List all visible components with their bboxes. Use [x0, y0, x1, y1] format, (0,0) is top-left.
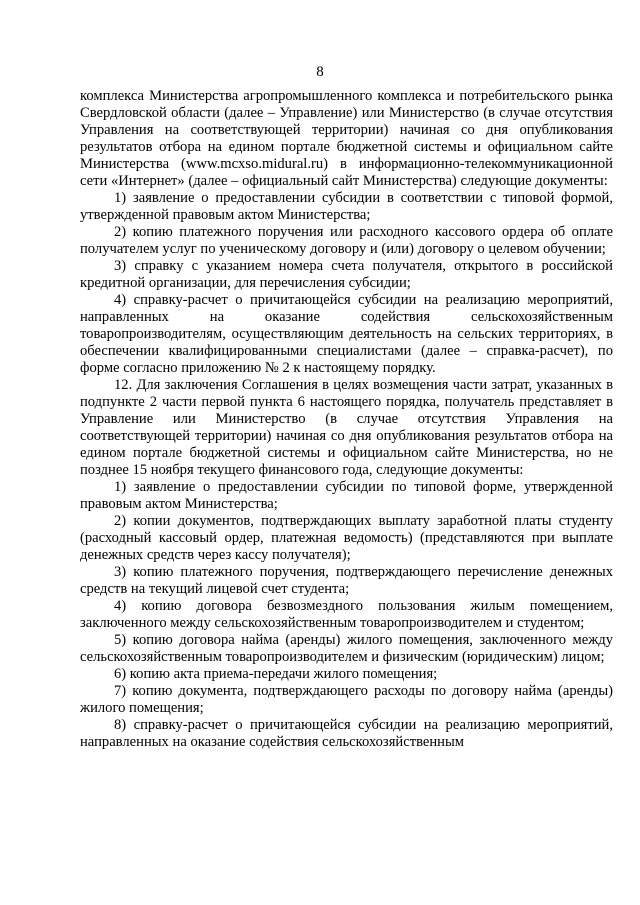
paragraph-12-item-6: 6) копию акта приема-передачи жилого помещения;	[114, 666, 438, 682]
paragraph-12-item-8: 8) справку-расчет о причитающейся субсидии на реализацию мероприятий, направленных на оказание содействия сельскохозяйственным	[80, 717, 613, 750]
paragraph-12-item-5: 5) копию договора найма (аренды) жилого помещения, заключенного между сельскохозяйственным товаропроизводителем и физическим (юридическим) лицом;	[80, 632, 613, 665]
paragraph-item-1: 1) заявление о предоставлении субсидии в соответствии с типовой формой, утвержденной правовым актом Министерства;	[80, 190, 613, 223]
document-body	[80, 88, 613, 751]
paragraph-12-item-7: 7) копию документа, подтверждающего расходы по договору найма (аренды) жилого помещения;	[80, 683, 613, 716]
page-number: 8	[316, 64, 324, 80]
paragraph-12-item-3: 3) копию платежного поручения, подтверждающего перечисление денежных средств на текущий лицевой счет студента;	[80, 564, 613, 597]
paragraph-12-item-2: 2) копии документов, подтверждающих выплату заработной платы студенту (расходный кассовый ордер, платежная ведомость) (представляются при выплате денежных средств через кассу получателя);	[80, 513, 613, 563]
paragraph-item-2: 2) копию платежного поручения или расходного кассового ордера об оплате получателем услуг по ученическому договору и (или) договору о целевом обучении;	[80, 224, 613, 257]
paragraph-12-item-1: 1) заявление о предоставлении субсидии по типовой форме, утвержденной правовым актом Министерства;	[80, 479, 613, 512]
paragraph-12-item-4: 4) копию договора безвозмездного пользования жилым помещением, заключенного между сельскохозяйственным товаропроизводителем и студентом;	[80, 598, 613, 631]
paragraph-item-3: 3) справку с указанием номера счета получателя, открытого в российской кредитной организации, для перечисления субсидии;	[80, 258, 613, 291]
paragraph-intro: комплекса Министерства агропромышленного комплекса и потребительского рынка Свердловской области (далее – Управление) или Министерство (в случае отсутствия Управления на соответствующей территории) начиная со дня опубликования результатов отбора на едином портале бюджетной системы и официальном сайте Министерства (www.mcxso.midural.ru) в информационно-телекоммуникационной сети «Интернет» (далее – официальный сайт Министерства) следующие документы:	[80, 88, 613, 189]
paragraph-section-12: 12. Для заключения Соглашения в целях возмещения части затрат, указанных в подпункте 2 части первой пункта 6 настоящего порядка, получатель представляет в Управление или Министерство (в случае отсутствия Управления на соответствующей территории) начиная со дня опубликования результатов отбора на едином портале бюджетной системы и официальном сайте Министерства, но не позднее 15 ноября текущего финансового года, следующие документы:	[80, 377, 613, 478]
paragraph-item-4: 4) справку-расчет о причитающейся субсидии на реализацию мероприятий, направленных на оказание содействия сельскохозяйственным товаропроизводителям, осуществляющим деятельность на сельских территориях, в обеспечении квалифицированными специалистами (далее – справка-расчет), по форме согласно приложению № 2 к настоящему порядку.	[80, 292, 613, 376]
